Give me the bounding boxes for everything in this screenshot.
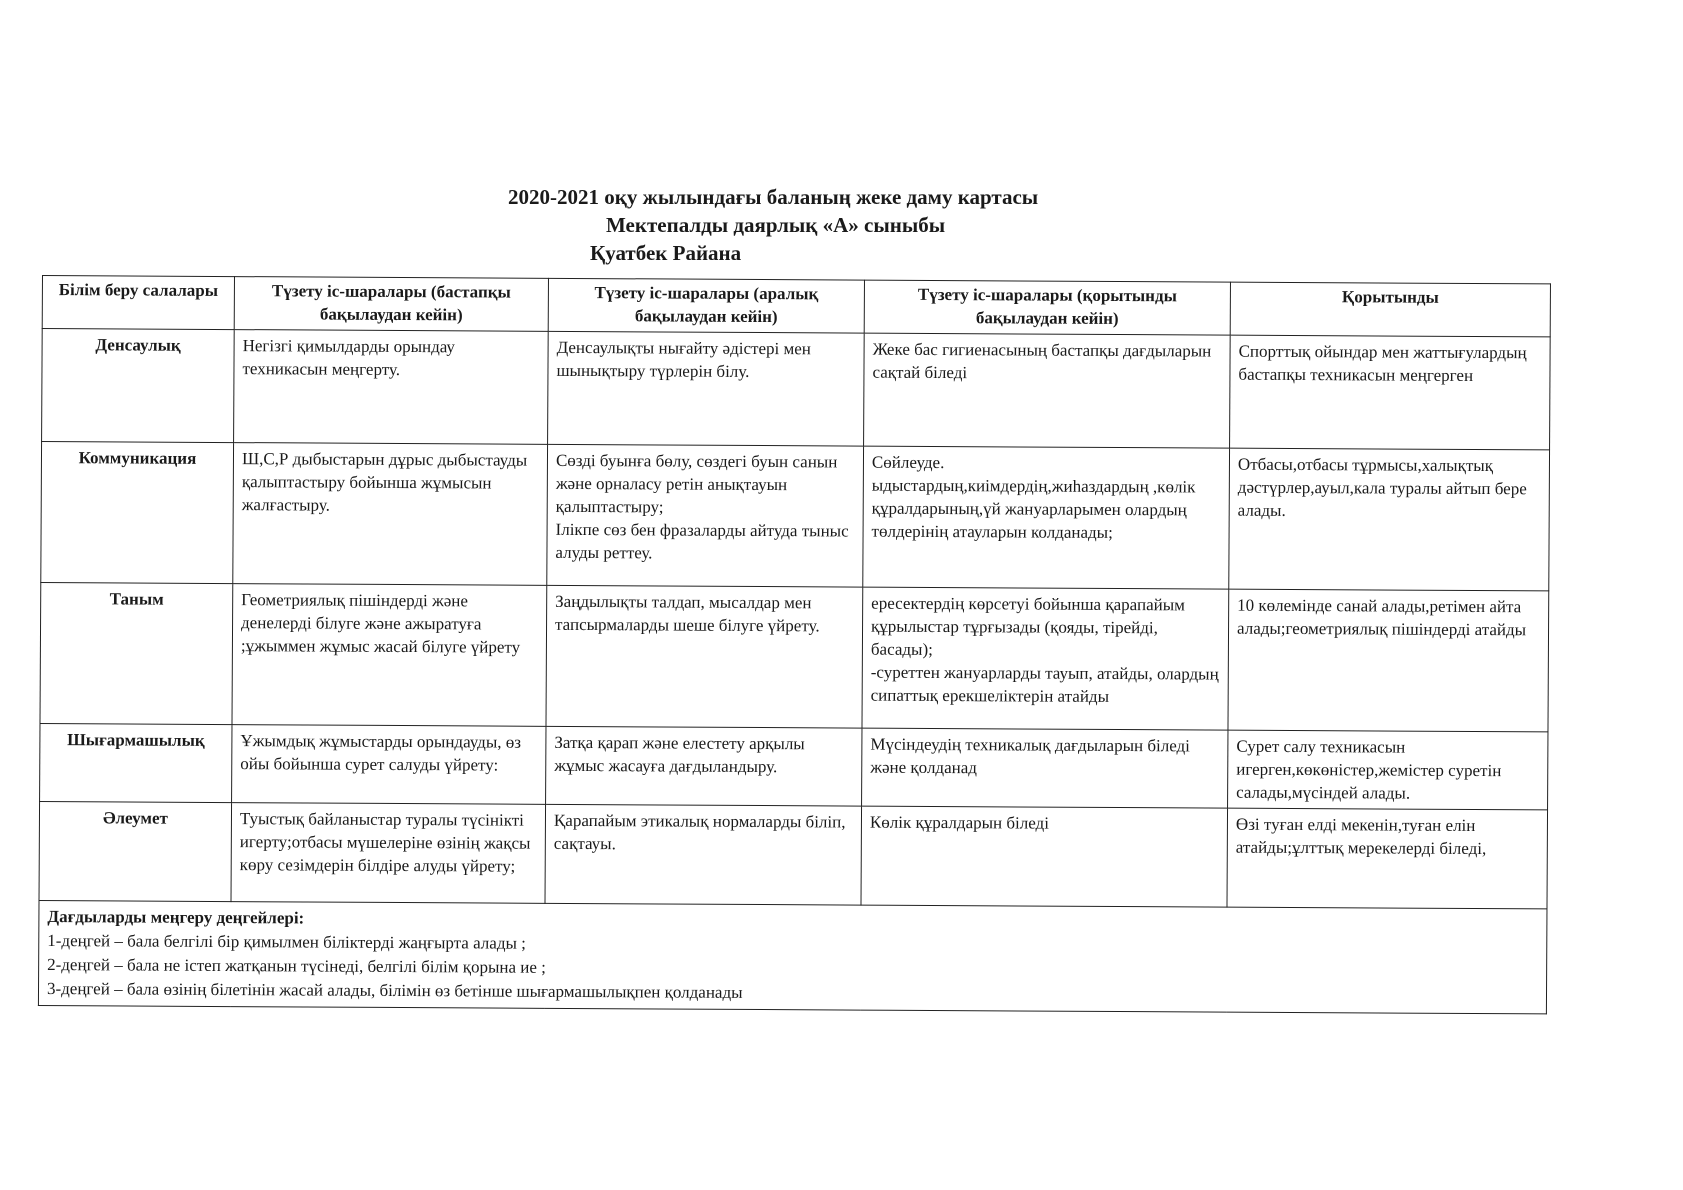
initial-cell: Туыстық байланыстар туралы түсінікті игерту;отбасы мүшелеріне өзінің жақсы көру сезімдерін білдіре алуды үйрету; [231,803,546,904]
table-row [40,723,1548,809]
level-item: 1-деңгей – бала белгілі бір қимылмен біліктерді жаңғырта алады ; [47,931,526,953]
intermediate-cell: Сөзді буынға бөлу, сөздегі буын санын және орналасу ретін анықтауын қалыптастыру; Ілікпе сөз бен фразаларды айтуда тыныс алуды реттеу. [547,444,864,587]
header-conclusion: Қорытынды [1230,282,1550,337]
skill-levels-legend [38,900,1547,1013]
table-row [39,801,1548,908]
conclusion-cell: Отбасы,отбасы тұрмысы,халықтық дәстүрлер,ауыл,кала туралы айтып бере алады. [1229,448,1550,591]
class-name: Мектепалды даярлық «А» сыныбы [606,213,946,237]
initial-cell: Ш,С,Р дыбыстарын дұрыс дыбыстауды қалыптастыру бойынша жұмысын жалғастыру. [233,443,548,586]
intermediate-cell: Денсаулықты нығайту әдістері мен шынықтыру түрлерін білу. [548,331,865,446]
header-final: Түзету іс-шаралары (қорытынды бақылаудан кейін) [864,280,1230,335]
intermediate-cell: Заңдылықты талдап, мысалдар мен тапсырмаларды шеше білуге үйрету. [546,585,863,728]
table-header-row [42,276,1550,337]
conclusion-cell: Спорттық ойындар мен жаттығулардың бастапқы техникасын меңгерген [1230,335,1551,450]
header-initial: Түзету іс-шаралары (бастапқы бақылаудан кейін) [234,277,548,332]
conclusion-cell: Сурет салу техникасын игерген,көкөністер,жемістер суретін салады,мүсіндей алады. [1228,730,1548,810]
final-cell: Жеке бас гигиенасының бастапқы дағдыларын сақтай біледі [864,333,1231,448]
table-row [42,329,1551,450]
conclusion-cell: Өзі туған елді мекенін,туған елін атайды;ұлттық мерекелерді біледі, [1227,808,1548,909]
table-row [40,582,1549,731]
final-cell: Сөйлеуде. ыдыстардың,киімдердің,жиһаздардың ,көлік құралдарының,үй жануарларымен олардың төлдерінің атауларын колданады; [863,446,1230,589]
area-cell: Коммуникация [41,442,234,584]
final-cell: ересектердің көрсетуі бойынша қарапайым құрылыстар тұрғызады (қояды, тірейді, басады); -суреттен жануарларды тауып, атайды, олардың сипаттық ерекшеліктерін атайды [862,587,1229,730]
levels-row [38,900,1547,1013]
child-name: Қуатбек Райана [590,241,742,265]
area-cell: Шығармашылық [40,723,232,802]
area-cell: Таным [40,582,233,724]
level-item: 3-деңгей – бала өзінің білетінін жасай алады, білімін өз бетінше шығармашылықпен қолданады [46,979,743,1002]
initial-cell: Негізгі қимылдарды орындау техникасын меңгерту. [234,330,549,445]
header-area: Білім беру салалары [42,276,234,330]
level-item: 2-деңгей – бала не істеп жатқанын түсінеді, белгілі білім қорына ие ; [47,955,546,977]
area-cell: Денсаулық [42,329,235,443]
levels-title: Дағдыларды меңгеру деңгейлері: [47,907,305,928]
table-row [41,442,1550,591]
document-title: 2020-2021 оқу жылындағы баланың жеке даму картасы [508,185,1039,209]
initial-cell: Ұжымдық жұмыстарды орындауды, өз ойы бойынша сурет салуды үйрету: [232,725,546,805]
initial-cell: Геометриялық пішіндерді және денелерді білуге және ажыратуға ;ұжыммен жұмыс жасай білуге үйрету [232,584,547,727]
final-cell: Көлік құралдарын біледі [861,806,1228,907]
intermediate-cell: Затқа қарап және елестету арқылы жұмыс жасауға дағдыландыру. [546,726,862,806]
final-cell: Мүсіндеудің техникалық дағдыларын біледі және қолданад [862,728,1228,808]
development-card [38,275,1550,1014]
area-cell: Әлеумет [39,801,232,901]
header-intermediate: Түзету іс-шаралары (аралық бақылаудан кейін) [548,278,864,333]
conclusion-cell: 10 көлемінде санай алады,ретімен айта алады;геометриялық пішіндерді атайды [1228,589,1549,732]
development-table [38,275,1551,1014]
intermediate-cell: Қарапайым этикалық нормаларды біліп, сақтауы. [545,804,862,905]
